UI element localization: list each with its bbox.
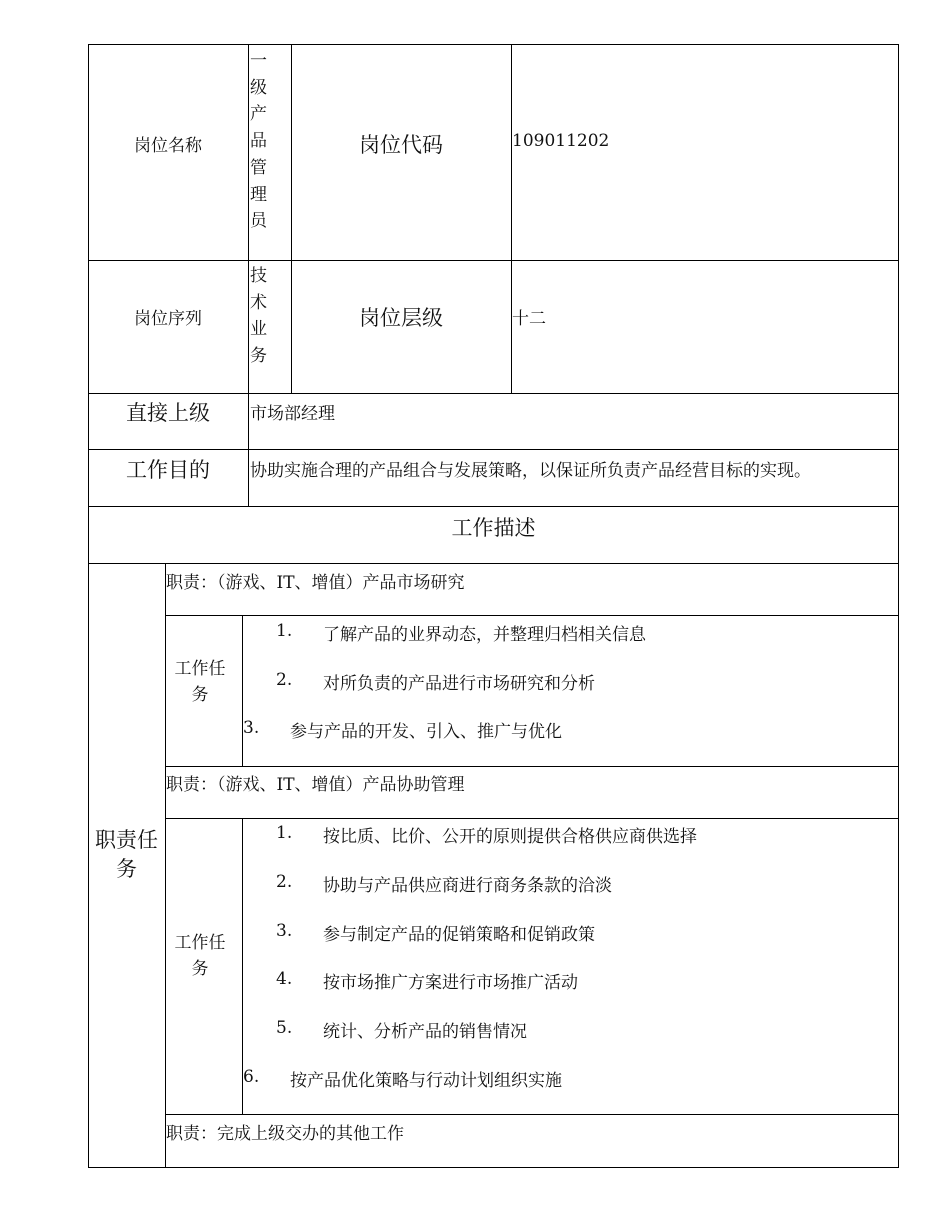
row-divider <box>88 506 899 507</box>
row-divider <box>165 615 899 616</box>
row-divider <box>88 449 899 450</box>
supervisor-value: 市场部经理 <box>250 404 335 424</box>
duties-label: 职责任务 <box>95 828 158 881</box>
post-level-label: 岗位层级 <box>359 306 443 330</box>
post-name-label: 岗位名称 <box>134 136 202 156</box>
row-divider <box>88 563 899 564</box>
duty-2-task-5: 统计、分析产品的销售情况 <box>323 1022 527 1042</box>
supervisor-label: 直接上级 <box>126 401 210 425</box>
duty-2-task-6: 按产品优化策略与行动计划组织实施 <box>290 1071 562 1091</box>
table-border <box>88 44 899 1168</box>
purpose-label: 工作目的 <box>126 458 210 482</box>
duty-3-title: 职责：完成上级交办的其他工作 <box>166 1124 404 1144</box>
duty-1-task-1: 了解产品的业界动态，并整理归档相关信息 <box>323 625 646 645</box>
description-title: 工作描述 <box>451 516 536 540</box>
duty-2-task-3: 参与制定产品的促销策略和促销政策 <box>323 925 595 945</box>
duty-2-title: 职责：（游戏、IT、增值）产品协助管理 <box>166 775 465 795</box>
row-divider <box>165 1114 899 1115</box>
duty-1-task-3-num: 3. <box>243 718 260 738</box>
row-divider <box>165 818 899 819</box>
post-code-value: 109011202 <box>512 131 610 151</box>
row-divider <box>165 766 899 767</box>
purpose-value: 协助实施合理的产品组合与发展策略，以保证所负责产品经营目标的实现。 <box>250 461 811 481</box>
duty-1-title: 职责：（游戏、IT、增值）产品市场研究 <box>166 573 465 593</box>
col-divider <box>291 44 292 393</box>
duty-1-task-label: 工作任务 <box>174 659 226 705</box>
duty-2-task-label: 工作任务 <box>174 933 226 979</box>
post-name-value: 一级产品管理员 <box>250 51 267 232</box>
duty-2-task-5-num: 5. <box>276 1018 293 1038</box>
duty-2-task-4: 按市场推广方案进行市场推广活动 <box>323 973 578 993</box>
post-series-value: 技术业务 <box>250 266 267 367</box>
col-divider <box>242 615 243 766</box>
row-divider <box>88 393 899 394</box>
duty-1-task-2: 对所负责的产品进行市场研究和分析 <box>323 674 595 694</box>
duty-2-task-2-num: 2. <box>276 872 293 892</box>
duty-2-task-2: 协助与产品供应商进行商务条款的洽淡 <box>323 876 612 896</box>
col-divider <box>511 44 512 393</box>
duty-2-task-6-num: 6. <box>243 1067 260 1087</box>
post-series-label: 岗位序列 <box>134 309 202 329</box>
post-code-label: 岗位代码 <box>359 133 443 157</box>
duty-2-task-4-num: 4. <box>276 969 293 989</box>
duty-1-task-1-num: 1. <box>276 621 293 641</box>
duty-1-task-2-num: 2. <box>276 670 293 690</box>
duty-2-task-3-num: 3. <box>276 921 293 941</box>
col-divider <box>165 563 166 1168</box>
col-divider <box>248 44 249 506</box>
duty-1-task-3: 参与产品的开发、引入、推广与优化 <box>290 722 562 742</box>
duty-2-task-1-num: 1. <box>276 823 293 843</box>
row-divider <box>88 260 899 261</box>
duty-2-task-1: 按比质、比价、公开的原则提供合格供应商供选择 <box>323 827 697 847</box>
post-level-value: 十二 <box>512 309 546 329</box>
